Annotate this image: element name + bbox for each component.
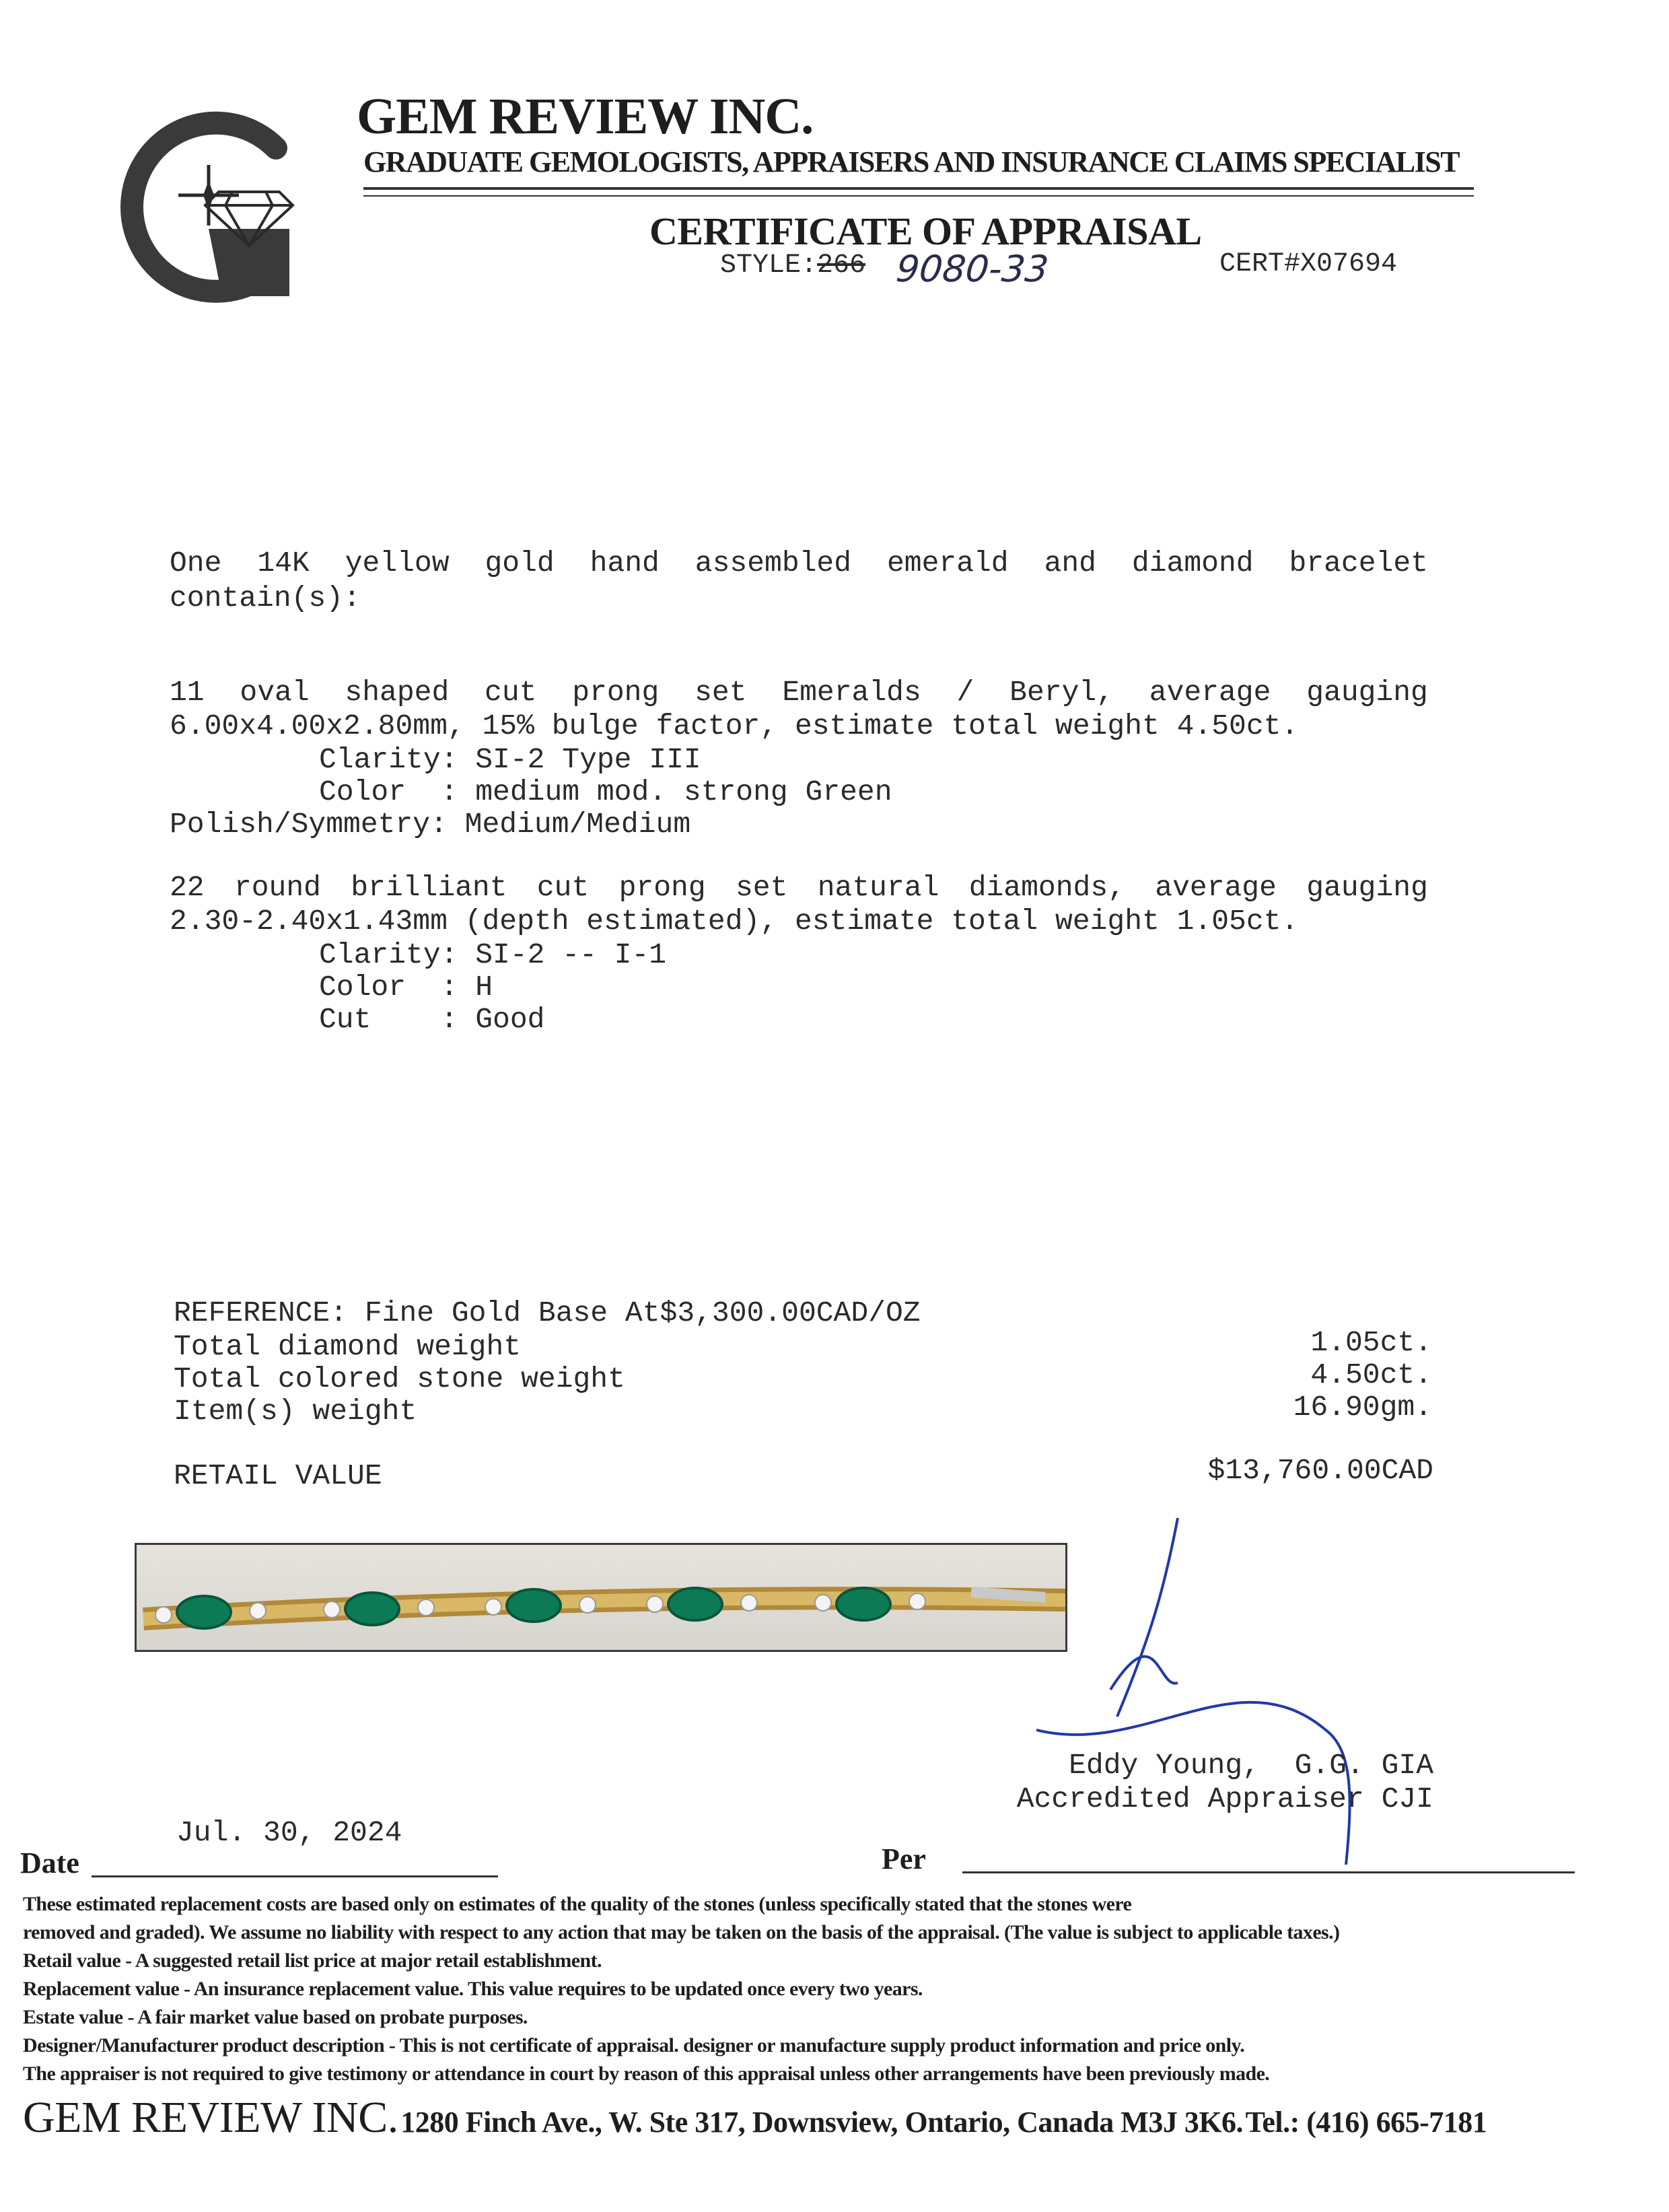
diamond-color: Color : H bbox=[319, 971, 493, 1004]
desc-word: 14K bbox=[257, 547, 310, 580]
appraisal-date: Jul. 30, 2024 bbox=[176, 1816, 402, 1849]
emerald-word: / bbox=[956, 676, 974, 709]
emerald-word: shaped bbox=[345, 676, 450, 709]
diamond-word: diamonds, bbox=[968, 871, 1125, 904]
emerald-word: oval bbox=[240, 676, 310, 709]
emerald-word: set bbox=[695, 676, 747, 709]
style-field bbox=[720, 250, 865, 281]
disclaimer-line: Retail value - A suggested retail list price at major retail establishment. bbox=[23, 1949, 602, 1972]
emerald-color: Color : medium mod. strong Green bbox=[319, 775, 892, 808]
disclaimer-line: These estimated replacement costs are based only on estimates of the quality of the stones (unless specifically stated that the stones were bbox=[23, 1893, 1132, 1915]
footer-phone: Tel.: (416) 665-7181 bbox=[1245, 2106, 1487, 2139]
diamond-word: set bbox=[735, 871, 788, 904]
disclaimer-line: Designer/Manufacturer product description - This is not certificate of appraisal. designer or manufacture supply product information and price only. bbox=[23, 2034, 1245, 2057]
diamond-word: cut bbox=[536, 871, 590, 904]
date-line bbox=[92, 1875, 498, 1877]
company-logo bbox=[108, 101, 303, 303]
company-tagline: GRADUATE GEMOLOGISTS, APPRAISERS AND INSURANCE CLAIMS SPECIALIST bbox=[363, 145, 1460, 178]
disclaimer-line: The appraiser is not required to give testimony or attendance in court by reason of this appraisal unless other arrangements have been previously made. bbox=[23, 2063, 1270, 2085]
emerald-word: 11 bbox=[170, 676, 205, 709]
emerald-clarity: Clarity: SI-2 Type III bbox=[319, 743, 701, 776]
retail-value-amount: $13,760.00CAD bbox=[1207, 1454, 1433, 1487]
diamond-dimensions: 2.30-2.40x1.43mm (depth estimated), estimate total weight 1.05ct. bbox=[170, 905, 1299, 938]
certificate-title: CERTIFICATE OF APPRAISAL bbox=[649, 209, 1202, 253]
emerald-word: prong bbox=[572, 676, 660, 709]
item-description-line2: contain(s): bbox=[170, 582, 361, 615]
diamond-line1 bbox=[170, 871, 1428, 904]
diamond-word: brilliant bbox=[351, 871, 507, 904]
summary-row-value: 16.90gm. bbox=[1293, 1391, 1432, 1424]
date-label: Date bbox=[20, 1846, 79, 1879]
item-description-line1 bbox=[170, 547, 1428, 580]
disclaimer-line: Replacement value - An insurance replacement value. This value requires to be updated once every two years. bbox=[23, 1978, 923, 2000]
cert-number: CERT#X07694 bbox=[1219, 249, 1398, 279]
diamond-word: gauging bbox=[1306, 871, 1428, 904]
diamond-word: natural bbox=[817, 871, 939, 904]
disclaimer-line: removed and graded). We assume no liability with respect to any action that may be taken on the basis of the appraisal. (The value is subject to applicable taxes.) bbox=[23, 1921, 1340, 1943]
emerald-word: average bbox=[1149, 676, 1271, 709]
desc-word: and bbox=[1044, 547, 1096, 580]
reference-line: REFERENCE: Fine Gold Base At$3,300.00CAD/OZ bbox=[174, 1297, 921, 1329]
per-label: Per bbox=[882, 1842, 926, 1875]
footer-company: GEM REVIEW INC. bbox=[23, 2093, 398, 2142]
emerald-dimensions: 6.00x4.00x2.80mm, 15% bulge factor, estimate total weight 4.50ct. bbox=[170, 710, 1299, 742]
desc-word: diamond bbox=[1131, 547, 1254, 580]
summary-row-value: 1.05ct. bbox=[1310, 1326, 1432, 1359]
desc-word: yellow bbox=[345, 547, 450, 580]
style-struck-value: 266 bbox=[817, 250, 866, 281]
emerald-word: Beryl, bbox=[1009, 676, 1114, 709]
footer-address: 1280 Finch Ave., W. Ste 317, Downsview, Ontario, Canada M3J 3K6. bbox=[400, 2106, 1244, 2139]
per-line bbox=[962, 1871, 1575, 1873]
diamond-cut: Cut : Good bbox=[319, 1003, 545, 1036]
diamond-clarity: Clarity: SI-2 -- I-1 bbox=[319, 938, 667, 971]
header-rule-bottom bbox=[363, 195, 1474, 197]
style-handwritten-value: 9080-33 bbox=[894, 248, 1051, 290]
style-label: STYLE: bbox=[720, 250, 818, 281]
summary-row-value: 4.50ct. bbox=[1310, 1358, 1432, 1391]
diamond-word: 22 bbox=[170, 871, 205, 904]
bracelet-photo bbox=[135, 1543, 1067, 1652]
desc-word: One bbox=[170, 547, 222, 580]
disclaimer-block bbox=[23, 1890, 1652, 2088]
summary-row-label: Total colored stone weight bbox=[174, 1362, 625, 1395]
diamond-word: round bbox=[234, 871, 321, 904]
summary-row-label: Item(s) weight bbox=[174, 1395, 417, 1428]
desc-word: emerald bbox=[886, 547, 1009, 580]
company-name: GEM REVIEW INC. bbox=[357, 88, 814, 145]
desc-word: gold bbox=[485, 547, 555, 580]
diamond-word: average bbox=[1155, 871, 1277, 904]
emerald-word: Emeralds bbox=[782, 676, 921, 709]
emerald-word: gauging bbox=[1306, 676, 1428, 709]
disclaimer-line: Estate value - A fair market value based on probate purposes. bbox=[23, 2006, 528, 2028]
desc-word: bracelet bbox=[1289, 547, 1428, 580]
emerald-line1 bbox=[170, 676, 1428, 709]
emerald-polish: Polish/Symmetry: Medium/Medium bbox=[170, 808, 691, 841]
emerald-word: cut bbox=[485, 676, 537, 709]
footer-line bbox=[23, 2092, 1487, 2143]
summary-row-label: Total diamond weight bbox=[174, 1330, 522, 1363]
header-rule-top bbox=[363, 187, 1474, 190]
desc-word: assembled bbox=[695, 547, 852, 580]
retail-value-label: RETAIL VALUE bbox=[174, 1459, 382, 1492]
appraiser-title: Accredited Appraiser CJI bbox=[1016, 1783, 1433, 1816]
appraiser-name: Eddy Young, G.G. GIA bbox=[1069, 1749, 1433, 1782]
desc-word: hand bbox=[590, 547, 660, 580]
diamond-word: prong bbox=[618, 871, 706, 904]
